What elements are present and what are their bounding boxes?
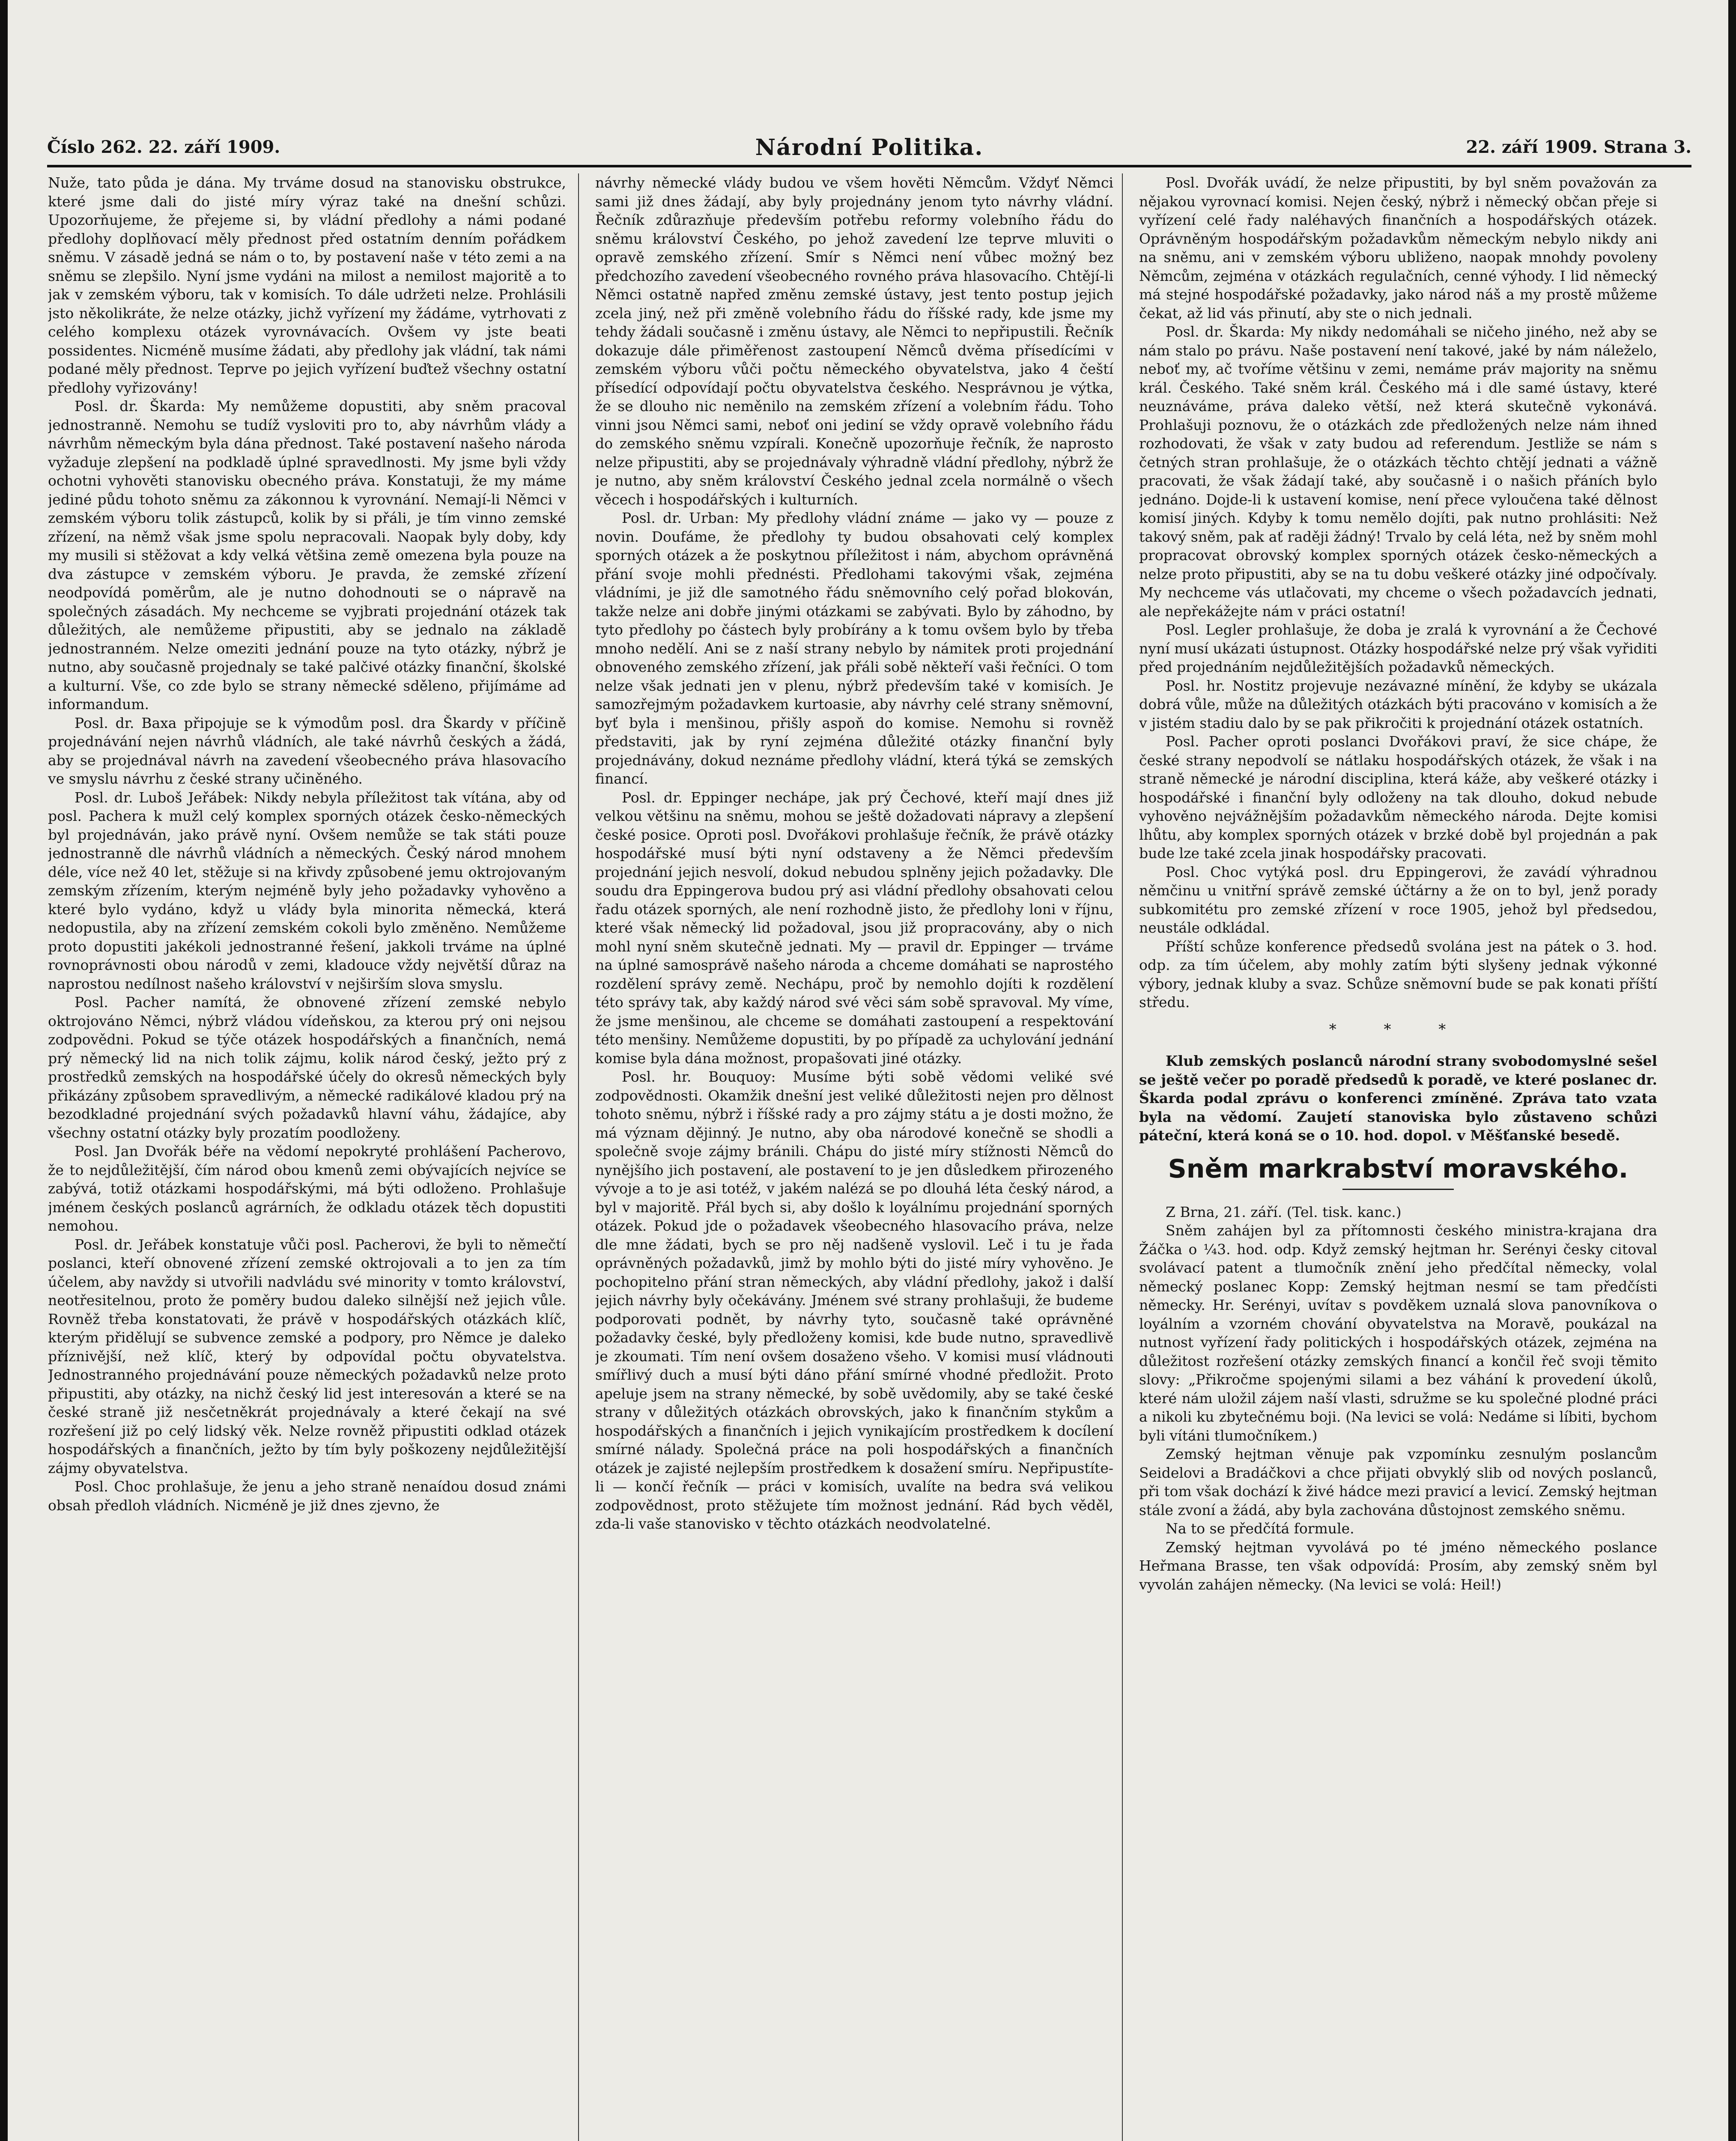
paragraph: Posl. Dvořák uvádí, že nelze připustiti, by byl sněm považován za nějakou vyrovnací komisi. Nejen český, nýbrž i německý občan přeje si vyřízení celé řady naléhavých finančních a hospodářských otázek. Oprávněným hospodářským požadavkům německým nebylo nikdy ani na sněmu, ani v zemském výboru ubliženo, naopak mnohdy povoleny Němcům, zejména v otázkách regulačních, cenné výhody. I lid německý má stejné hospodářské požadavky, jako národ náš a my prostě můžeme čekat, až lid vás přinutí, aby ste o nich jednali.: [1139, 174, 1657, 322]
paragraph: Posl. dr. Urban: My předlohy vládní známe — jako vy — pouze z novin. Doufáme, že předlohy ty budou obsahovati celý komplex sporných otázek a že poskytnou příležitost i nám, abychom oprávněná přání svoje mohli přednésti. Předlohami takovými však, zejména vládními, je již dle samotného řádu sněmovního celý pořad blokován, takže nelze ani dobře jinými otázkami se zabývati. Bylo by záhodno, by tyto předlohy po částech byly probírány a k tomu ovšem bylo by třeba mnoho nedělí. Ani se z naší strany nebylo by námitek proti projednání obnoveného zemského zřízení, jak přáli sobě někteří vaši řečníci. O tom nelze však jednati jen v plenu, nýbrž především také v komisích. Je samozřejmým požadavkem kurtoasie, aby návrhy celé strany sněmovní, byť byla i menšinou, přišly aspoň do komise. Nemohu si rovněž představiti, jak by ryní zejména důležité otázky finanční byly projednávány, dokud neznáme předlohy vládní, která týká se zemských financí.: [595, 510, 1113, 787]
paragraph: Posl. dr. Eppinger nechápe, jak prý Čechové, kteří mají dnes již velkou většinu na sněmu, mohou se ještě dožadovati nápravy a zlepšení české posice. Oproti posl. Dvořákovi prohlašuje řečník, že právě otázky hospodářské musí býti nyní odstaveny a že Němci především projednání jejich nesvolí, dokud nebudou splněny jejich požadavky. Dle soudu dra Eppingerova budou prý asi vládní předlohy obsahovati celou řadu otázek sporných, ale není rozhodně jisto, že předlohy loni v říjnu, které však německý lid požadoval, jsou již propracovány, aby o nich mohl nyní sněm skutečně jednati. My — pravil dr. Eppinger — trváme na úplné samosprávě našeho národa a chceme domáhati se naprostého rozdělení správy země. Nechápu, proč by nemohlo dojíti k rozdělení této správy tak, aby každý národ své věci sám sobě spravoval. My víme, že jsme menšinou, ale chceme se domáhati zastoupení a respektování této menšiny. Nemůžeme dopustiti, by po případě za uchylování jednání komise byla dána možnost, propašovati jiné otázky.: [595, 789, 1113, 1067]
column-2: [595, 173, 1113, 2141]
club-note: Klub zemských poslanců národní strany svobodomyslné sešel se ještě večer po poradě předsedů k poradě, ve které poslanec dr. Škarda podal zprávu o konferenci zmíněné. Zpráva tato vzata byla na vědomí. Zaujetí stanoviska bylo zůstaveno schůzi páteční, která koná se o 10. hod. dopol. v Měšťanské besedě.: [1139, 1053, 1657, 1144]
paragraph: Sněm zahájen byl za přítomnosti českého ministra-krajana dra Žáčka o ¼3. hod. odp. Když zemský hejtman hr. Serényi česky citoval svolávací patent a tlumočník znění jeho předčítal německy, volal německý poslanec Kopp: Zemský hejtman nesmí se tam předčísti německy. Hr. Serényi, uvítav s povděkem uznalá slova panovníkova o loyálním a vzorném chování obyvatelstva na Moravě, poukázal na nutnost vyřízení řady politických i hospodářských otázek, zejména na důležitost rozřešení otázky zemských financí a končil řeč svoji těmito slovy: „Přikročme spojenými silami a bez váhání k provedení úkolů, které nám uložil zájem naší vlasti, sdružme se ku společné plodné práci a nikoli ku zbytečnému boji. (Na levici se volá: Nedáme si líbiti, bychom byli vítáni tlumočníkem.): [1139, 1222, 1657, 1444]
page-header: [47, 134, 1691, 163]
column-divider: [1122, 173, 1123, 2141]
paragraph: Posl. Choc vytýká posl. dru Eppingerovi, že zavádí výhradnou němčinu u vnitřní správě zemské účtárny a že on to byl, jenž porady subkomitétu pro zemské zřízení v roce 1905, jehož byl předsedou, neustále odkládal.: [1139, 863, 1657, 936]
paragraph: Posl. dr. Jeřábek konstatuje vůči posl. Pacherovi, že byli to němečtí poslanci, kteří obnovené zřízení zemské oktrojovali a to jen za tím účelem, aby navždy si utvořili nadvládu své minority v tomto království, neotřesitelnou, proto že poměry budou daleko silnější než jejich vůle. Rovněž třeba konstatovati, že právě v hospodářských otázkách klíč, kterým přidělují se subvence zemské a podpory, pro Němce je daleko příznivější, než klíč, který by odpovídal počtu obyvatelstva. Jednostranného projednávání pouze německých požadavků nelze proto připustiti, aby otázky, na nichž český lid jest interesován a které se na české straně již nesčetněkrát projednávaly a které čekají na své rozřešení již po celý lidský věk. Nelze rovněž připustiti odklad otázek hospodářských a finančních, ježto by tím byly poškozeny nejdůležitější zájmy obyvatelstva.: [48, 1236, 566, 1476]
left-scan-edge: [0, 0, 8, 2141]
issue-date: Číslo 262. 22. září 1909.: [47, 137, 280, 157]
paragraph: Posl. dr. Baxa připojuje se k výmodům posl. dra Škardy v příčině projednávání nejen návrhů vládních, ale také návrhů českých a žádá, aby se projednával návrh na zavedení všeobecného práva hlasovacího ve smyslu návrhu z české strany učiněného.: [48, 714, 566, 787]
paragraph: návrhy německé vlády budou ve všem hověti Němcům. Vždyť Němci sami již dnes žádají, aby byly projednány jenom tyto návrhy vládní. Řečník zdůrazňuje především potřebu reformy volebního řádu do sněmu království Českého, po jehož zavedení lze teprve mluviti o opravě zemského zřízení. Smír s Němci není vůbec možný bez předchozího zavedení všeobecného rovného práva hlasovacího. Chtějí-li Němci ostatně napřed změnu zemské ústavy, jest tento postup jejich zcela jiný, než při změně volebního řádu do říšské rady, kde jsme my tehdy žádali současně i změnu ústavy, ale Němci to nepřipustili. Řečník dokazuje dále přiměřenost zastoupení Němců dvěma přísedícími v zemském výboru vůči počtu německého obyvatelstva, jako 4 čeští přísedící odpovídají počtu obyvatelstva českého. Nesprávnou je výtka, že se dlouho nic neměnilo na zemském zřízení a volebním řádu. Toho vinni jsou Němci sami, neboť oni jediní se vždy opravě volebního řádu do zemského sněmu vzpírali. Konečně upozorňuje řečník, že naprosto nelze připustiti, aby se projednávaly výhradně vládní předlohy, nýbrž že je nutno, aby sněm království Českého jednal zcela normálně o všech věcech i hospodářských i kulturních.: [595, 174, 1113, 508]
paragraph: Zemský hejtman vyvolává po té jméno německého poslance Heřmana Brasse, ten však odpovídá: Prosím, aby zemský sněm byl vyvolán zahájen německy. (Na levici se volá: Heil!): [1139, 1539, 1657, 1593]
column-3: [1139, 173, 1657, 2141]
article-title: Sněm markrabství moravského.: [1168, 1154, 1629, 1184]
paragraph: Zemský hejtman věnuje pak vzpomínku zesnulým poslancům Seidelovi a Bradáčkovi a chce přijati obvyklý slib od nových poslanců, při tom však dochází k živé hádce mezi pravicí a levicí. Zemský hejtman stále zvoní a žádá, aby byla zachována důstojnost zemského sněmu.: [1139, 1446, 1657, 1518]
paragraph: Nuže, tato půda je dána. My trváme dosud na stanovisku obstrukce, které jsme dali do jisté míry výraz také na dnešní schůzi. Upozorňujeme, že přejeme si, by vládní předlohy a námi podané předlohy doplňovací měly přednost před ostatním denním pořádkem sněmu. V zásadě jedná se nám o to, by postavení naše v této zemi a na sněmu se zlepšilo. Nyní jsme vydáni na milost a nemilost majoritě a to jak v zemském výboru, tak v komisích. To dále udržeti nelze. Prohlásili jsto několikráte, že nelze otázky, jichž vyřízení my žádáme, vytrhovati z celého komplexu otázek vyrovnávacích. Ovšem vy jste beati possidentes. Nicméně musíme žádati, aby předlohy jak vládní, tak námi podané měly přednost. Teprve po jejich vyřízení buďtež všechny ostatní předlohy vyřizovány!: [48, 174, 566, 396]
paragraph: Posl. Legler prohlašuje, že doba je zralá k vyrovnání a že Čechové nyní musí ukázati ústupnost. Otázky hospodářské nelze prý však vyřiditi před projednáním nejdůležitějších požadavků německých.: [1139, 621, 1657, 675]
page-number: 22. září 1909. Strana 3.: [1466, 137, 1691, 157]
section-separator: * * *: [1329, 1020, 1468, 1038]
paragraph: Posl. dr. Škarda: My nemůžeme dopustiti, aby sněm pracoval jednostranně. Nemohu se tudíž vysloviti pro to, aby návrhům vlády a návrhům německým byla dána přednost. Také postavení našeho národa vyžaduje zlepšení na podkladě úplné spravedlnosti. My jsme byli vždy ochotni vyhověti stanovisku obecného práva. Konstatuji, že my máme jediné půdu tohoto sněmu za zákonnou k vyrovnání. Nemají-li Němci v zemském výboru tolik zástupců, kolik by si přáli, je tím vinno zemské zřízení, na němž však jsme spolu nepracovali. Naopak byly doby, kdy my musili si stěžovat a kdy velká většina země omezena byla pouze na dva zástupce v zemském výboru. Je pravda, že zemské zřízení neodpovídá poměrům, ale je nutno dohodnouti se o nápravě na společných zásadách. My nechceme se vyjbrati projednání otázek tak důležitých, ale nemůžeme připustiti, aby se jednalo na základě jednostranném. Nelze omeziti jednání pouze na tyto otázky, nýbrž je nutno, aby současně projednaly se také palčivé otázky finanční, školské a kulturní. Vše, co zde bylo se strany německé sděleno, přijímáme ad informandum.: [48, 398, 566, 713]
dateline: Z Brna, 21. září. (Tel. tisk. kanc.): [1166, 1203, 1402, 1220]
paragraph: Posl. Pacher oproti poslanci Dvořákovi praví, že sice chápe, že české strany nepodvolí se nátlaku hospodářských otázek, že však i na straně německé je národní disciplina, která káže, aby veškeré otázky i hospodářské i finanční byly odloženy na tak dlouho, dokud nebude vyhověno nejvážnějším požadavkům německého národa. Dejte komisi lhůtu, aby komplex sporných otázek v brzké době byl projednán a pak bude lze také zcela jinak hospodářsky pracovati.: [1139, 733, 1657, 862]
paragraph: Posl. dr. Luboš Jeřábek: Nikdy nebyla příležitost tak vítána, aby od posl. Pachera k mužl celý komplex sporných otázek česko-německých byl projednáván, jako právě nyní. Ovšem nemůže se tak státi pouze jednostranně dle návrhů vládních a německých. Český národ mnohem déle, více než 40 let, stěžuje si na křivdy způsobené jemu oktrojovaným zemským zřízením, kterým nejméně byly jeho požadavky vyhověno a které bylo vydáno, když u vlády byla minorita německá, která nedopustila, aby na zřízení zemském cokoli bylo změněno. Nemůžeme proto dopustiti jakékoli jednostranné řešení, jakkoli trváme na úplné rovnoprávnosti obou národů v zemi, kladouce vždy největší důraz na naprostou nedílnost našeho království v nejširším slova smyslu.: [48, 789, 566, 992]
paragraph: Posl. dr. Škarda: My nikdy nedomáhali se ničeho jiného, než aby se nám stalo po právu. Naše postavení není takové, jaké by nám náleželo, neboť my, ač tvoříme většinu v zemi, nemáme práv majority na sněmu král. Českého. Také sněm král. Českého má i dle samé ústavy, které neuznáváme, práva daleko větší, než která skutečně vykonává. Prohlašuji poznovu, že o otázkách zde předložených nelze nám ihned rozhodovati, že však v zaty budou ad referendum. Jestliže se nám s četných stran prohlašuje, že o otázkách těchto chtějí jednati a vážně pracovati, že však žádají také, aby současně i o našich přáních bylo jednáno. Dojde-li k ustavení komise, není přece vyloučena také dělnost komisí jiných. Kdyby k tomu nemělo dojíti, pak nutno prohlásiti: Než takový sněm, pak ať raději žádný! Trvalo by celá léta, než by sněm mohl propracovat obrovský komplex sporných otázek česko-německých a nelze proto připustiti, aby se na tu dobu veškeré otázky jiné odpočívaly. My nechceme vás utlačovati, my chceme o všech požadavcích jednati, ale nepřekážejte nám v práci ostatní!: [1139, 323, 1657, 620]
paragraph: Posl. Choc prohlašuje, že jenu a jeho straně nenaídou dosud známi obsah předloh vládních. Nicméně je již dnes zjevno, že: [48, 1478, 566, 1514]
masthead-title: Národní Politika.: [755, 134, 984, 161]
right-scan-edge: [1728, 0, 1736, 2141]
column-divider: [578, 173, 579, 2141]
title-rule: [1342, 1189, 1454, 1190]
paragraph: Příští schůze konference předsedů svolána jest na pátek o 3. hod. odp. za tím účelem, aby mohly zatím býti slyšeny jednak výkonné výbory, jednak kluby a svaz. Schůze sněmovní bude se pak konati příští středu.: [1139, 938, 1657, 1011]
column-1: [48, 173, 566, 2141]
paragraph: Posl. hr. Nostitz projevuje nezávazné mínění, že kdyby se ukázala dobrá vůle, může na důležitých otázkách býti pracováno v komisích a že v jistém stadiu dalo by se pak přikročiti k projednání otázek ostatních.: [1139, 677, 1657, 731]
paragraph: Posl. Pacher namítá, že obnovené zřízení zemské nebylo oktrojováno Němci, nýbrž vládou vídeňskou, za kterou prý oni nejsou zodpovědni. Pokud se týče otázek hospodářských a finančních, nemá prý německý lid na nich tolik zájmu, kolik národ český, ježto prý z prostředků zemských na hospodářské účely do okresů německých byly přikázány způsobem spravedlivým, a německé radikálové kladou prý na bezodkladné projednání svých požadavků hlavní váhu, žádajíce, aby všechny ostatní otázky byly prozatím poodloženy.: [48, 994, 566, 1141]
paragraph: Na to se předčítá formule.: [1166, 1520, 1354, 1537]
paragraph: Posl. hr. Bouquoy: Musíme býti sobě vědomi veliké své zodpovědnosti. Okamžik dnešní jest veliké důležitosti nejen pro dělnost tohoto sněmu, nýbrž i říšské rady a pro zájmy státu a je dosti možno, že má význam dějinný. Je nutno, aby oba národové konečně se shodli a společně svoje zájmy bránili. Chápu do jisté míry stížnosti Němců do nynějšího jich postavení, ale postavení to je jen důsledkem přirozeného vývoje a to je asi totéž, v jakém nalézá se po dlouhá léta český národ, a byl v majoritě. Přál bych si, aby došlo k loyálnímu projednání sporných otázek. Pokud jde o požadavek všeobecného hlasovacího práva, nelze dle mne žádati, bych se pro něj nadšeně vyslovil. Leč i tu je řada oprávněných požadavků, jimž by mohlo býti do jisté míry vyhověno. Je pochopitelno přání stran německých, aby vládní předlohy, jakož i další jejich návrhy byly očekávány. Jménem své strany prohlašuji, že budeme podporovati podnět, by návrhy tyto, současně také oprávněné požadavky české, byly předloženy komisi, kde bude nutno, spravedlivě je zkoumati. Tím není ovšem dosaženo všeho. V komisi musí vládnouti smířlivý duch a musí býti dáno přání smírné vhodné předložit. Proto apeluje jsem na strany německé, by sobě uvědomily, aby se také české strany v důležitých otázkách obrovských, jako k finančním stykům a hospodářských a finančních i jejich vynikajícím prostředkem k docílení smírné nálady. Společná práce na poli hospodářských a finančních otázek je zajisté nejlepším prostředkem k dosažení smíru. Nepřipustíte-li — končí řečník — práci v komisích, uvalíte na bedra svá velikou zodpovědnost, proto stěžujete tím možnost jednání. Rád bych věděl, zda-li vaše stanovisko v těchto otázkách neodvolatelné.: [595, 1068, 1113, 1532]
header-rule: [47, 165, 1691, 167]
paragraph: Posl. Jan Dvořák béře na vědomí nepokryté prohlášení Pacherovo, že to nejdůležitější, čím národ obou kmenů zemi obývajících nejvíce se zabývá, totiž otázkami hospodářskými, má býti odloženo. Prohlašuje jménem českých poslanců agrárních, že odkladu otázek těch dopustiti nemohou.: [48, 1143, 566, 1234]
